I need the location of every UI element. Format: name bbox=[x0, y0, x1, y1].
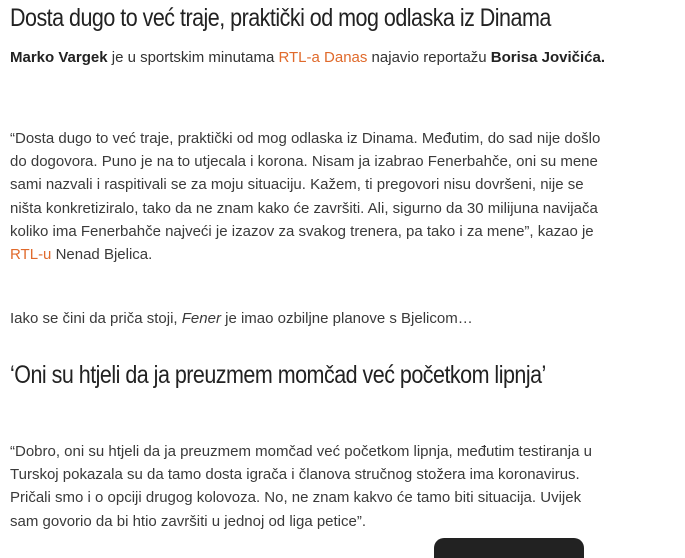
reporter-name: Marko Vargek bbox=[10, 49, 108, 66]
section-subheading: ‘Oni su htjeli da ja preuzmem momčad već početkom lipnja’ bbox=[10, 361, 546, 389]
lead-text-2: najavio reportažu bbox=[367, 49, 491, 66]
lead-paragraph bbox=[10, 47, 605, 69]
quote1-line-4: ništa konkretiziralo, tako da ne znam kako će završiti. Ali, sigurno da 30 milijuna navijača bbox=[10, 199, 598, 217]
article-headline: Dosta dugo to već traje, praktički od mog odlaska iz Dinama bbox=[10, 4, 551, 32]
quote-paragraph-2 bbox=[10, 440, 682, 533]
quote-paragraph-1 bbox=[10, 127, 682, 266]
para2-text-1: Iako se čini da priča stoji, bbox=[10, 310, 182, 327]
para2-text-2: je imao ozbiljne planove s Bjelicom… bbox=[220, 310, 473, 327]
quote1-line-1: “Dosta dugo to već traje, praktički od mog odlaska iz Dinama. Međutim, do sad nije došlo bbox=[10, 130, 601, 147]
quote2-line-2: Turskoj pokazala su da tamo dosta igrača i članova stručnog stožera ima koronavirus. bbox=[10, 466, 580, 484]
quote1-line-2: do dogovora. Puno je na to utjecala i korona. Nisam ja izabrao Fenerbahče, oni su mene bbox=[10, 153, 598, 171]
rtl-u-link[interactable]: RTL-u bbox=[10, 246, 52, 264]
quote1-line-3: sami nazvali i raspitivali se za moju situaciju. Kažem, ti pregovori nisu dovršeni, nije se bbox=[10, 176, 584, 194]
quote2-line-3: Pričali smo i o opciji drugog kolovoza. No, ne znam kakvo će tamo biti situacija. Uvijek bbox=[10, 489, 582, 507]
paragraph-2 bbox=[10, 308, 473, 330]
rtl-danas-link[interactable]: RTL-a Danas bbox=[278, 49, 368, 66]
quote1-last-text: Nenad Bjelica. bbox=[51, 246, 153, 264]
quote2-line-1: “Dobro, oni su htjeli da ja preuzmem momčad već početkom lipnja, međutim testiranja u bbox=[10, 443, 592, 460]
quote1-line-5: koliko ima Fenerbahče najveći je izazov za svakog trenera, pa tako i za mene”, kazao je bbox=[10, 222, 594, 240]
reporter-name-2: Borisa Jovičića. bbox=[490, 49, 606, 66]
lead-text-1: je u sportskim minutama bbox=[107, 49, 279, 66]
quote2-line-4: sam govorio da bi htio završiti u jednoj od liga petice”. bbox=[10, 512, 367, 530]
quote1-line-6 bbox=[10, 243, 682, 266]
floating-overlay-button[interactable] bbox=[434, 538, 584, 558]
para2-emphasis: Fener bbox=[181, 310, 221, 327]
